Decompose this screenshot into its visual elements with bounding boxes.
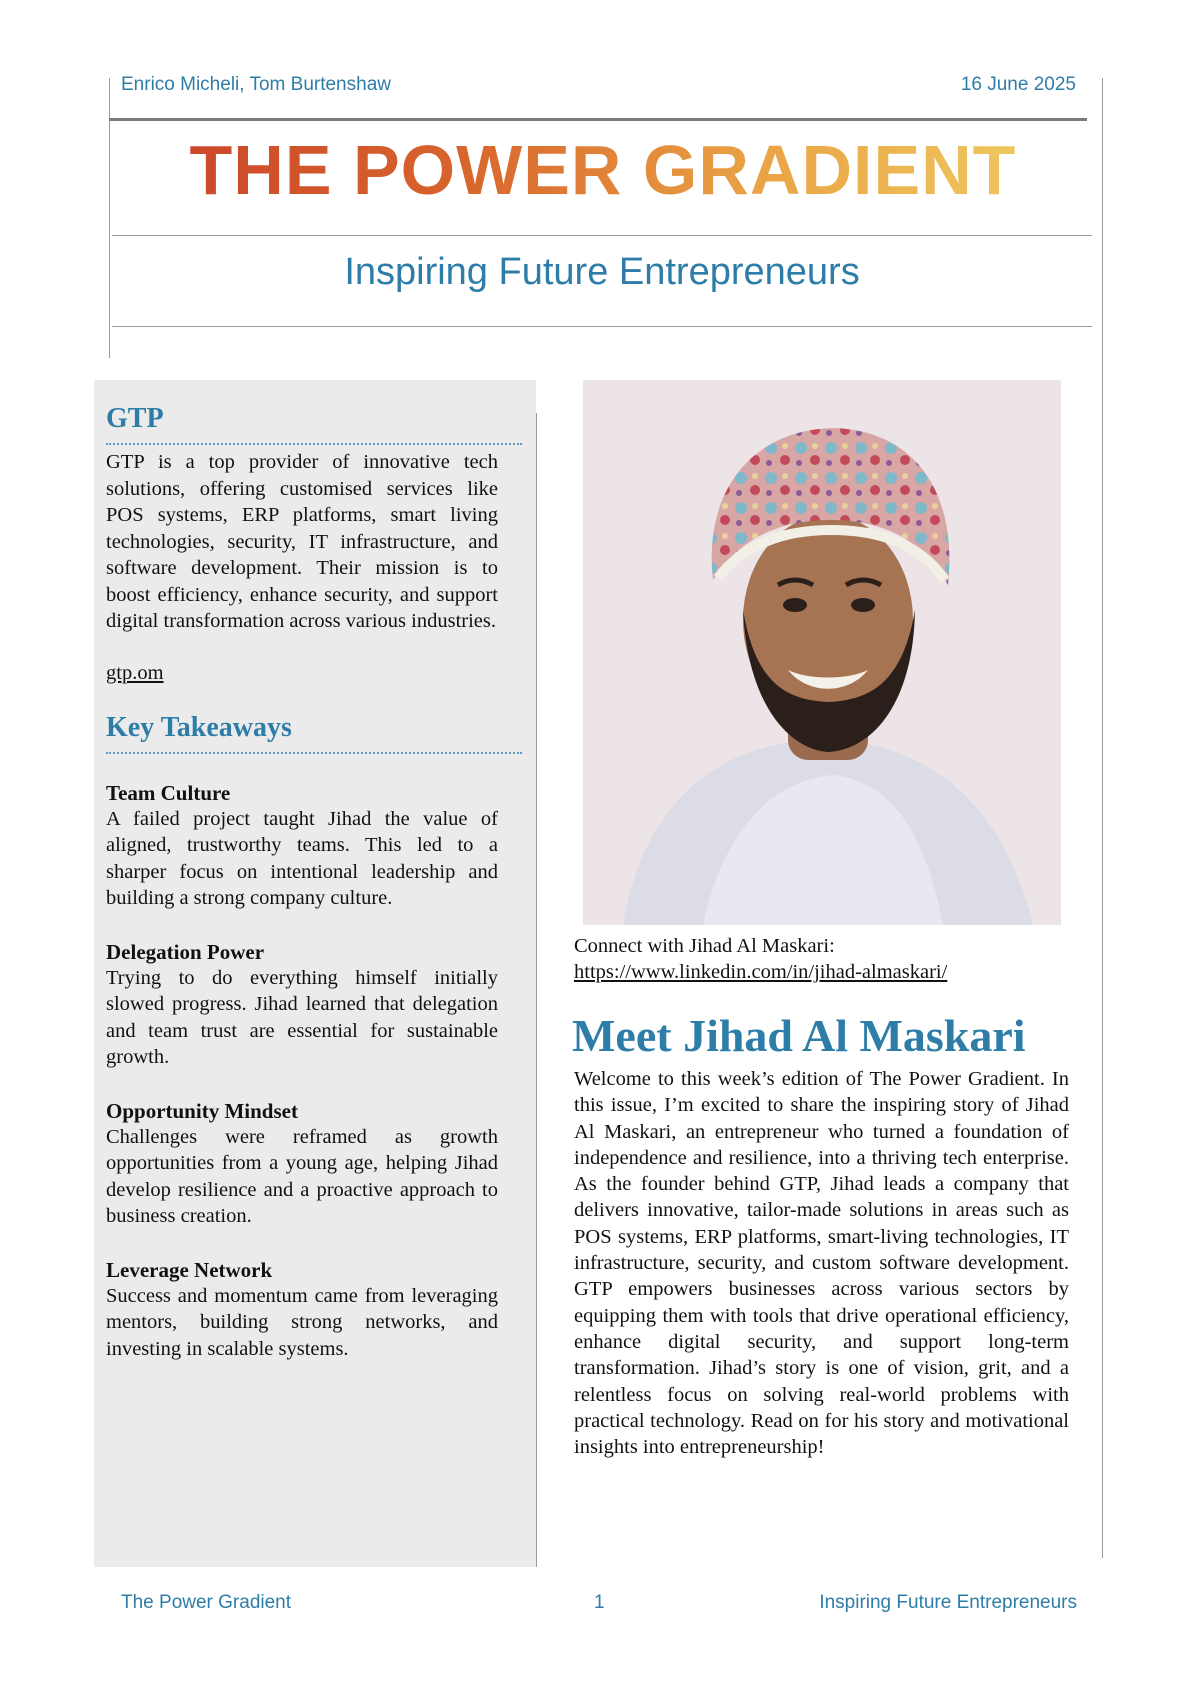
- takeaways-heading: Key Takeaways: [106, 711, 292, 743]
- page-number: 1: [594, 1592, 605, 1613]
- takeaway-title: Delegation Power: [106, 939, 265, 964]
- takeaway-title: Leverage Network: [106, 1257, 273, 1282]
- dotted-divider: [106, 443, 522, 445]
- article-intro: Welcome to this week’s edition of The Power Gradient. In this issue, I’m excited to share the inspiring story of Jihad Al Maskari, an entrepreneur who turned a foundation of independence and resilience, into a thriving tech enterprise. As the founder behind GTP, Jihad leads a company that delivers innovative, tailor-made solutions in areas such as POS systems, ERP platforms, smart-living technologies, IT infrastructure, security, and custom software development. GTP empowers businesses across various sectors by equipping them with tools that drive operational efficiency, enhance digital security, and support long-term transformation. Jihad’s story is one of vision, grit, and a relentless focus on solving real-world problems with practical technology. Read on for his story and motivational insights into entrepreneurship!: [574, 1068, 1069, 1459]
- portrait-illustration: [583, 380, 1061, 925]
- takeaway-text: Success and momentum came from leveraging mentors, building strong networks, and investing in scalable systems.: [106, 1284, 498, 1360]
- takeaway-item: [106, 1257, 498, 1363]
- authors: Enrico Micheli, Tom Burtenshaw: [121, 74, 391, 95]
- takeaway-item: [106, 780, 498, 912]
- connect-block: [574, 933, 1074, 985]
- takeaway-text: Trying to do everything himself initially slowed progress. Jihad learned that delegation and team trust are essential for sustainable growth.: [106, 966, 498, 1068]
- connect-label: Connect with Jihad Al Maskari:: [574, 935, 835, 957]
- footer-publication: The Power Gradient: [121, 1592, 292, 1613]
- dotted-divider: [106, 752, 522, 754]
- masthead-title: THE POWER GRADIENT: [108, 130, 1098, 210]
- footer-tagline: Inspiring Future Entrepreneurs: [819, 1592, 1077, 1613]
- portrait-photo: [583, 380, 1061, 925]
- gtp-website-link[interactable]: gtp.om: [106, 661, 164, 684]
- issue-date: 16 June 2025: [960, 74, 1076, 95]
- takeaway-item: [106, 939, 498, 1071]
- masthead-top-rule: [109, 118, 1087, 121]
- takeaway-title: Team Culture: [106, 780, 231, 805]
- sidebar-right-line: [536, 413, 537, 1567]
- takeaway-title: Opportunity Mindset: [106, 1098, 298, 1123]
- takeaway-item: [106, 1098, 498, 1230]
- gtp-description: GTP is a top provider of innovative tech solutions, offering customised services like POS systems, ERP platforms, smart living technologies, security, IT infrastructure, and software development. Their mission is to boost efficiency, enhance security, and support digital transformation across various industries.: [106, 451, 498, 632]
- takeaway-text: A failed project taught Jihad the value of aligned, trustworthy teams. This led to a sharper focus on intentional leadership and building a strong company culture.: [106, 807, 498, 909]
- sidebar-panel: [94, 380, 536, 1567]
- linkedin-link[interactable]: https://www.linkedin.com/in/jihad-almaskari/: [574, 961, 948, 983]
- subtitle-bottom-rule: [112, 326, 1092, 327]
- takeaway-text: Challenges were reframed as growth opportunities from a young age, helping Jihad develop resilience and a proactive approach to business creation.: [106, 1125, 498, 1227]
- subtitle-top-rule: [112, 235, 1092, 236]
- article-title: Meet Jihad Al Maskari: [572, 1010, 1026, 1061]
- masthead-subtitle: Inspiring Future Entrepreneurs: [344, 251, 860, 293]
- gtp-heading: GTP: [106, 403, 164, 434]
- right-border-line: [1102, 78, 1103, 1558]
